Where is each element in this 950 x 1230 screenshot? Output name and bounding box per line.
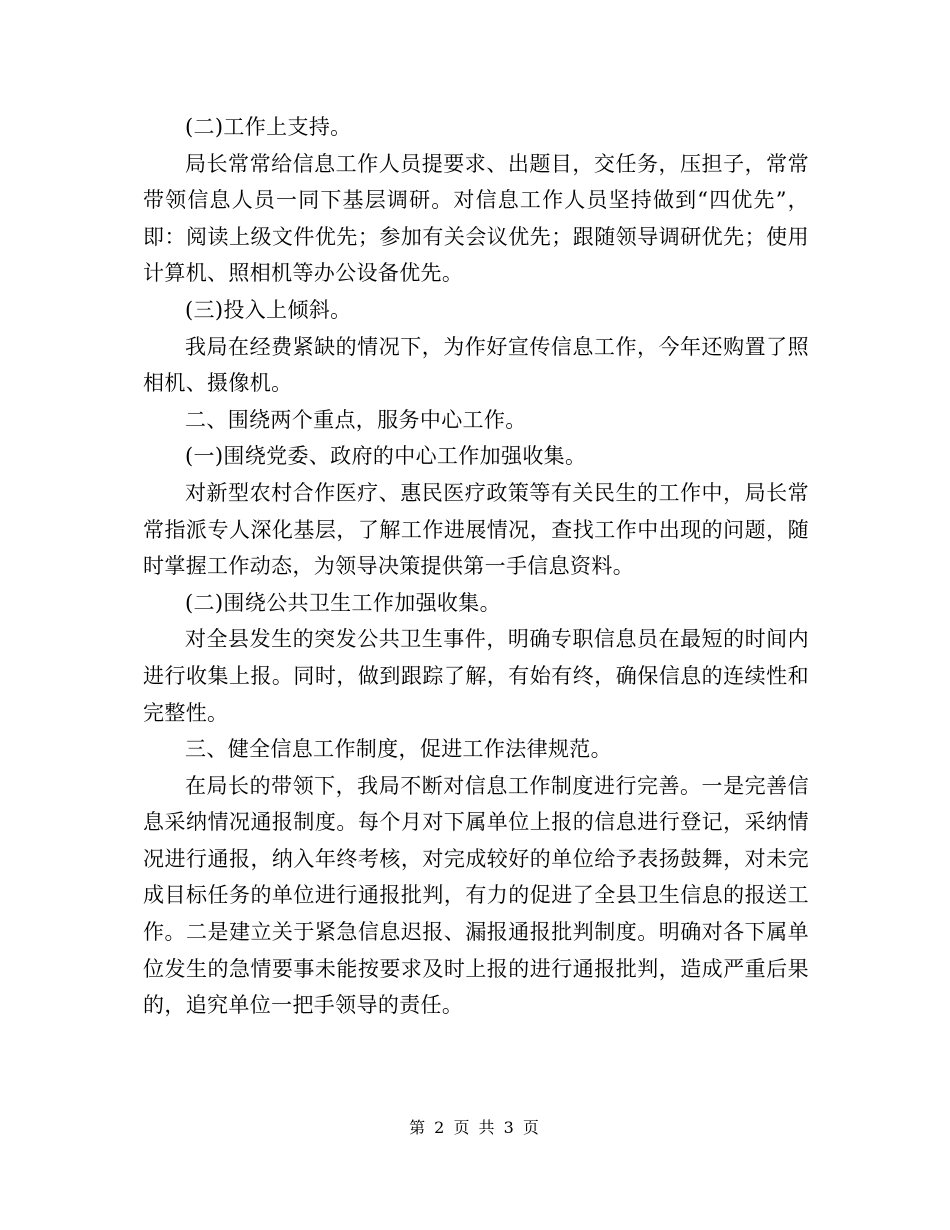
section-heading-two-focuses: 二、围绕两个重点，服务中心工作。 bbox=[185, 407, 527, 432]
body-paragraph: 我局在经费紧缺的情况下，为作好宣传信息工作，今年还购置了照相机、摄像机。 bbox=[143, 334, 809, 396]
document-body bbox=[143, 109, 809, 1024]
body-paragraph: 对全县发生的突发公共卫生事件，明确专职信息员在最短的时间内进行收集上报。同时，做到跟踪了解，有始有终，确保信息的连续性和完整性。 bbox=[143, 627, 809, 725]
section-heading-investment: (三)投入上倾斜。 bbox=[185, 297, 352, 322]
section-heading-information-system: 三、健全信息工作制度，促进工作法律规范。 bbox=[185, 737, 612, 762]
section-heading-work-support: (二)工作上支持。 bbox=[185, 115, 352, 139]
body-paragraph: 局长常常给信息工作人员提要求、出题目，交任务，压担子，常常带领信息人员一同下基层调研。对信息工作人员坚持做到“四优先”，即：阅读上级文件优先；参加有关会议优先；跟随领导调研优先；使用计算机、照相机等办公设备优先。 bbox=[143, 151, 809, 286]
subsection-heading-public-health: (二)围绕公共卫生工作加强收集。 bbox=[185, 590, 501, 615]
subsection-heading-party-government: (一)围绕党委、政府的中心工作加强收集。 bbox=[185, 444, 587, 469]
page-number-footer: 第 2 页 共 3 页 bbox=[409, 1118, 541, 1137]
body-paragraph: 对新型农村合作医疗、惠民医疗政策等有关民生的工作中，局长常常指派专人深化基层，了解工作进展情况，查找工作中出现的问题，随时掌握工作动态，为领导决策提供第一手信息资料。 bbox=[143, 480, 809, 579]
body-paragraph: 在局长的带领下，我局不断对信息工作制度进行完善。一是完善信息采纳情况通报制度。每个月对下属单位上报的信息进行登记，采纳情况进行通报，纳入年终考核，对完成较好的单位给予表扬鼓舞，对未完成目标任务的单位进行通报批判，有力的促进了全县卫生信息的报送工作。二是建立关于紧急信息迟报、漏报通报批判制度。明确对各下属单位发生的急情要事未能按要求及时上报的进行通报批判，造成严重后果的，追究单位一把手领导的责任。 bbox=[143, 773, 809, 1018]
